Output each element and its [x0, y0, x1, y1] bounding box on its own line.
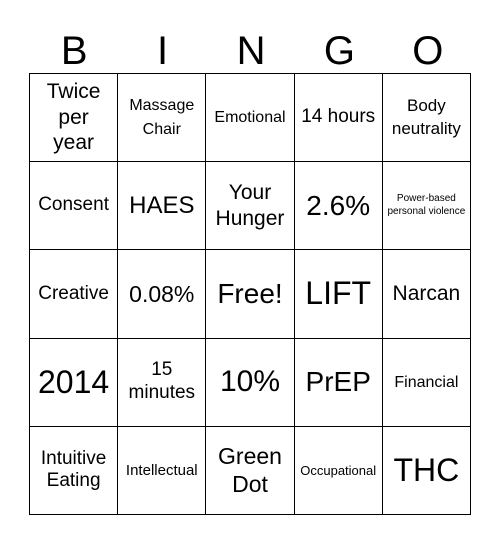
bingo-cell-r5c5[interactable]: [383, 427, 471, 515]
cell-text: Emotional: [214, 109, 286, 126]
cell-text: THC: [393, 451, 460, 488]
cell-text: Creative: [38, 282, 109, 304]
cell-text: HAES: [129, 192, 195, 220]
cell-text: 2014: [38, 363, 110, 400]
cell-text: Power-based personal violence: [387, 193, 466, 217]
bingo-cell-r5c3[interactable]: [206, 427, 294, 515]
bingo-board: [29, 73, 471, 515]
bingo-cell-r2c5[interactable]: [383, 162, 471, 250]
bingo-cell-r5c1[interactable]: [30, 427, 118, 515]
cell-text: Your Hunger: [215, 181, 285, 230]
cell-text: Massage Chair: [129, 97, 195, 138]
cell-text: 0.08%: [129, 280, 195, 307]
bingo-cell-r3c2[interactable]: [118, 250, 206, 338]
cell-text: Free!: [217, 277, 283, 309]
bingo-cell-r3c3[interactable]: [206, 250, 294, 338]
bingo-cell-r1c2[interactable]: [118, 74, 206, 162]
bingo-cell-r1c3[interactable]: [206, 74, 294, 162]
bingo-cell-r1c5[interactable]: [383, 74, 471, 162]
bingo-cell-r1c1[interactable]: [30, 74, 118, 162]
cell-text: 15 minutes: [128, 359, 196, 404]
bingo-cell-r2c2[interactable]: [118, 162, 206, 250]
bingo-cell-r3c1[interactable]: [30, 250, 118, 338]
cell-text: Green Dot: [218, 443, 282, 498]
cell-text: 10%: [219, 364, 281, 398]
bingo-cell-r4c1[interactable]: [30, 339, 118, 427]
bingo-cell-r1c4[interactable]: [295, 74, 383, 162]
bingo-cell-r2c4[interactable]: [295, 162, 383, 250]
cell-text: 14 hours: [301, 106, 376, 128]
cell-text: PrEP: [305, 366, 371, 398]
cell-text: Intuitive Eating: [40, 447, 107, 492]
cell-text: Consent: [38, 194, 109, 216]
bingo-cell-r3c4[interactable]: [295, 250, 383, 338]
cell-text: Narcan: [392, 282, 461, 306]
bingo-cell-r4c5[interactable]: [383, 339, 471, 427]
cell-text: Body neutrality: [391, 95, 461, 138]
bingo-cell-r4c3[interactable]: [206, 339, 294, 427]
bingo-cell-r4c4[interactable]: [295, 339, 383, 427]
bingo-cell-r3c5[interactable]: [383, 250, 471, 338]
header-letter-g: G: [323, 29, 355, 73]
header-letter-i: I: [157, 29, 169, 73]
bingo-cell-r4c2[interactable]: [118, 339, 206, 427]
cell-text: Financial: [394, 373, 459, 391]
cell-text: Intellectual: [125, 461, 198, 479]
header-letter-n: N: [236, 29, 266, 73]
cell-text: LIFT: [305, 275, 372, 312]
bingo-cell-r5c2[interactable]: [118, 427, 206, 515]
bingo-header: [30, 28, 472, 74]
bingo-cell-r2c1[interactable]: [30, 162, 118, 250]
cell-text: Occupational: [300, 462, 377, 478]
header-letter-b: B: [60, 29, 88, 73]
cell-text: Twice per year: [46, 80, 101, 155]
cell-text: 2.6%: [306, 189, 371, 221]
bingo-cell-r2c3[interactable]: [206, 162, 294, 250]
header-letter-o: O: [412, 29, 444, 73]
bingo-cell-r5c4[interactable]: [295, 427, 383, 515]
